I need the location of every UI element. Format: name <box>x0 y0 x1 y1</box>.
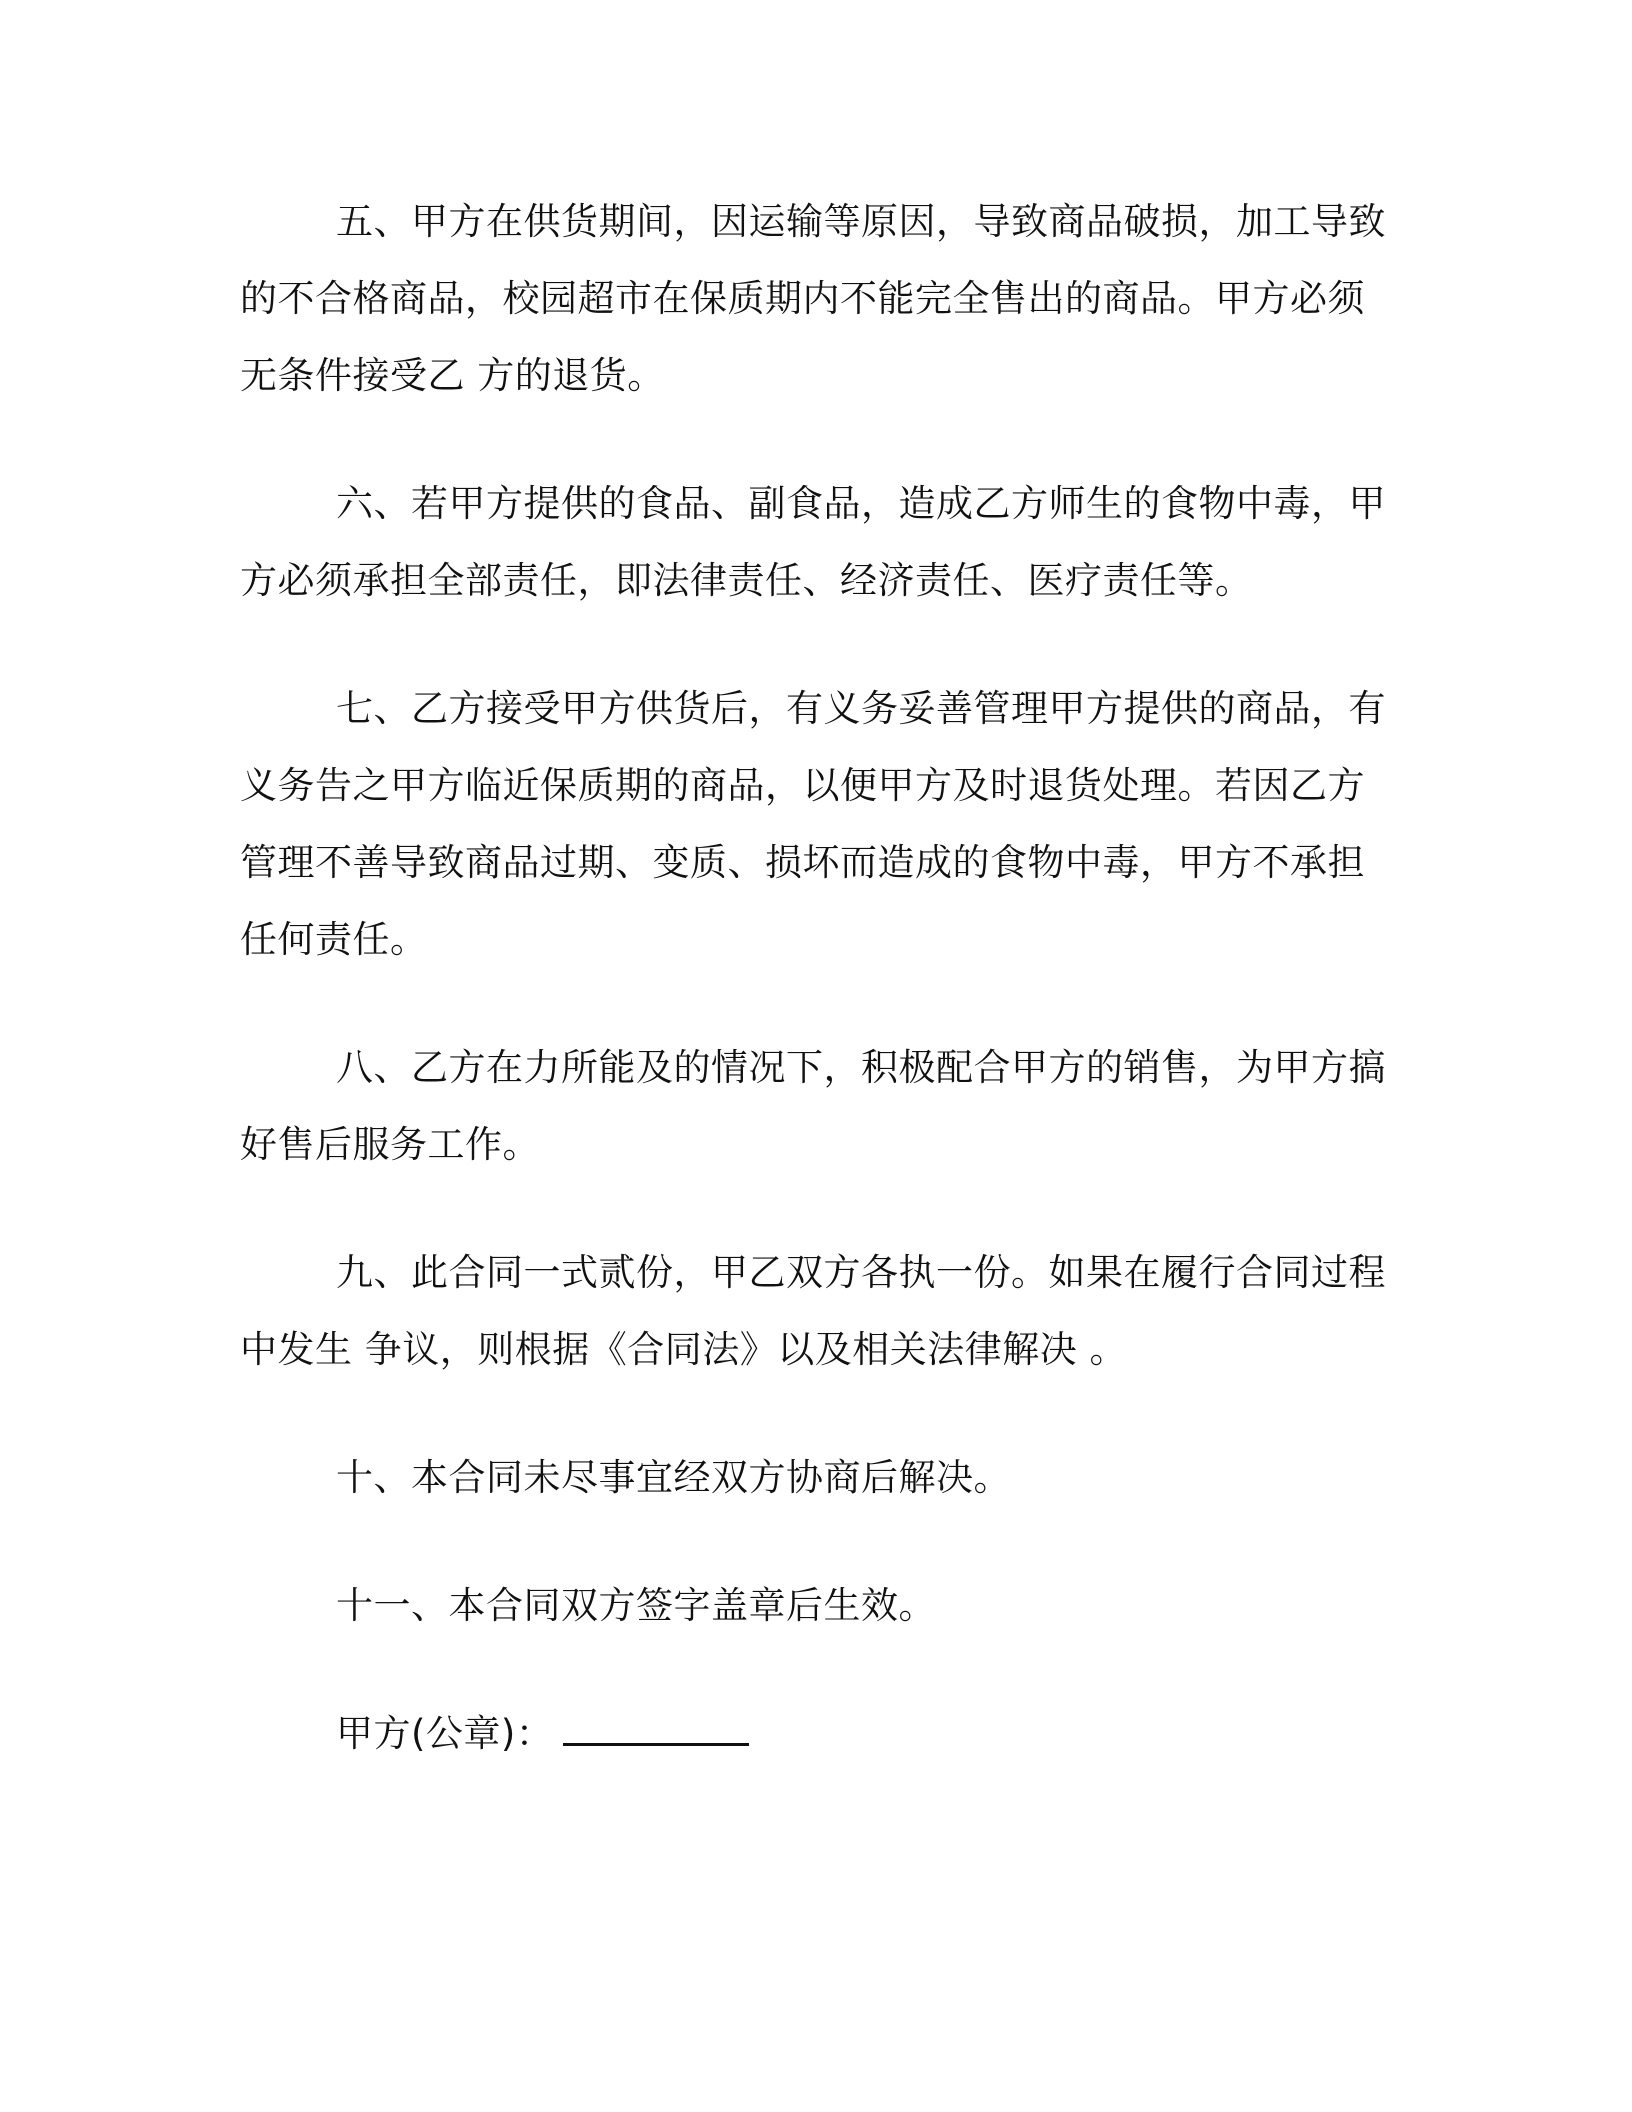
party-a-label: 甲方(公章)： <box>336 1712 554 1755</box>
clause-7: 七、乙方接受甲方供货后，有义务妥善管理甲方提供的商品，有义务告之甲方临近保质期的商品，以便甲方及时退货处理。若因乙方管理不善导致商品过期、变质、损坏而造成的食物中毒，甲方不承担任何责任。 <box>240 687 1386 961</box>
party-a-signature <box>240 1695 1390 1772</box>
contract-body <box>240 183 1390 1772</box>
clause-10: 十、本合同未尽事宜经双方协商后解决。 <box>336 1456 1011 1499</box>
clause-8: 八、乙方在力所能及的情况下，积极配合甲方的销售，为甲方搞好售后服务工作。 <box>240 1046 1386 1166</box>
clause-11: 十一、本合同双方签字盖章后生效。 <box>336 1584 936 1627</box>
clause-6: 六、若甲方提供的食品、副食品，造成乙方师生的食物中毒，甲方必须承担全部责任，即法律责任、经济责任、医疗责任等。 <box>240 482 1386 602</box>
clause-5: 五、甲方在供货期间，因运输等原因，导致商品破损，加工导致的不合格商品，校园超市在保质期内不能完全售出的商品。甲方必须无条件接受乙 方的退货。 <box>240 200 1386 397</box>
signature-blank-line <box>563 1707 749 1746</box>
clause-9: 九、此合同一式贰份，甲乙双方各执一份。如果在履行合同过程中发生 争议，则根据《合同法》以及相关法律解决 。 <box>240 1251 1386 1371</box>
